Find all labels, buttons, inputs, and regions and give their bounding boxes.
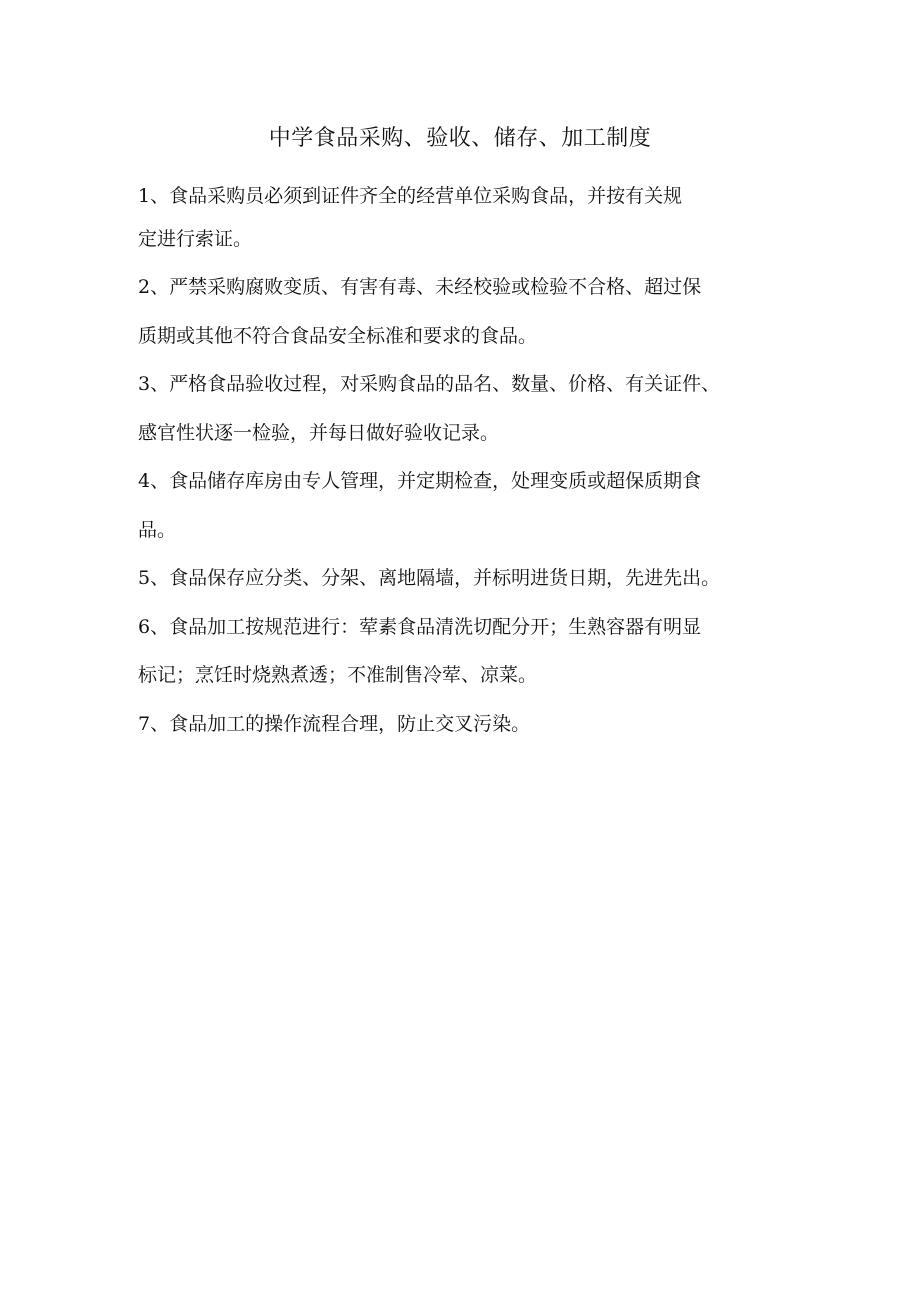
- rule-1-line-2: 定进行索证。: [138, 227, 253, 250]
- rule-5-line-1: 5、食品保存应分类、分架、离地隔墙，并标明进货日期，先进先出。: [138, 567, 721, 589]
- rule-2-line-2: 质期或其他不符合食品安全标准和要求的食品。: [138, 324, 538, 347]
- rule-7-line-1: 7、食品加工的操作流程合理，防止交叉污染。: [138, 712, 531, 735]
- rule-3-line-2: 感官性状逐一检验，并每日做好验收记录。: [138, 421, 500, 444]
- rule-1-line-1: 1、食品采购员必须到证件齐全的经营单位采购食品，并按有关规: [138, 185, 683, 207]
- rule-3-line-1: 3、严格食品验收过程，对采购食品的品名、数量、价格、有关证件、: [138, 373, 721, 395]
- document-body: [138, 172, 808, 748]
- rule-4-line-2: 品。: [138, 518, 177, 541]
- document-title: 中学食品采购、验收、储存、加工制度: [268, 126, 652, 151]
- rule-4-line-1: 4、食品储存库房由专人管理，并定期检查，处理变质或超保质期食: [138, 470, 702, 492]
- rule-6-line-2: 标记；烹饪时烧熟煮透；不准制售冷荤、凉菜。: [138, 664, 538, 686]
- rule-6-line-1: 6、食品加工按规范进行：荤素食品清洗切配分开；生熟容器有明显: [138, 615, 702, 638]
- rule-2-line-1: 2、严禁采购腐败变质、有害有毒、未经校验或检验不合格、超过保: [138, 276, 702, 298]
